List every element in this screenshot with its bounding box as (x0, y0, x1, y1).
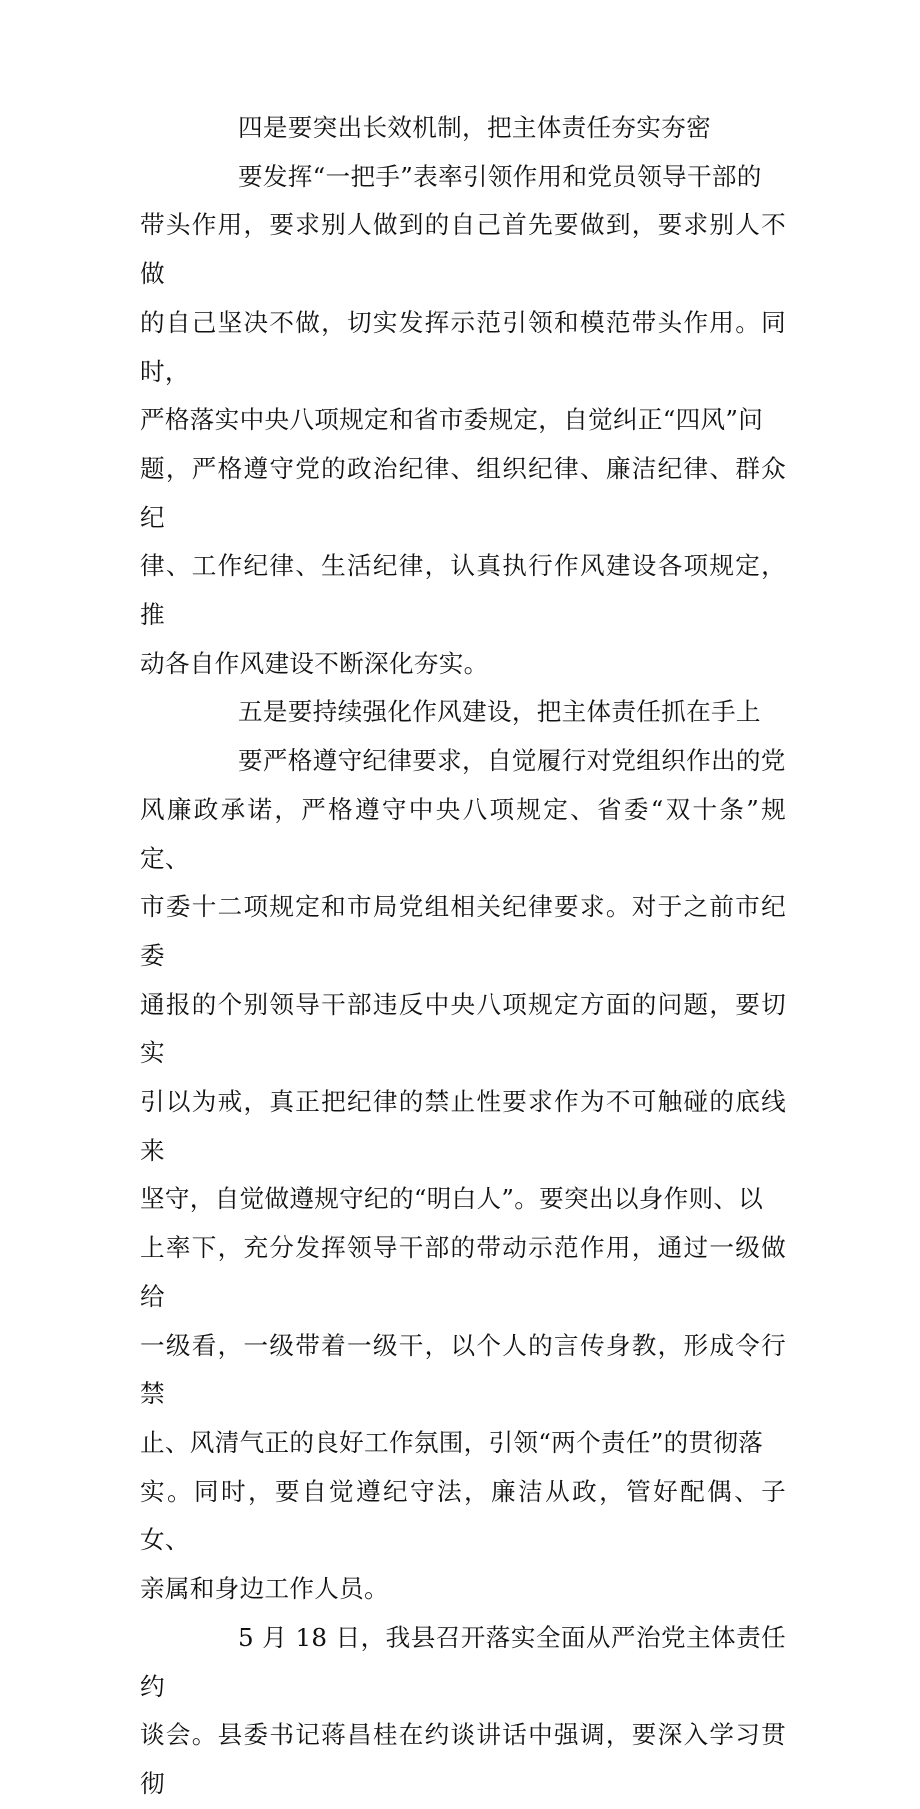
text-line: 要发挥“一把手”表率引领作用和党员领导干部的 (238, 161, 762, 191)
text-line: 止、风清气正的良好工作氛围，引领“两个责任”的贯彻落 (140, 1427, 764, 1457)
section-heading-4: 四是要突出长效机制，把主体责任夯实夯密 (238, 113, 711, 142)
text-line: 律、工作纪律、生活纪律，认真执行作风建设各项规定，推 (140, 551, 786, 630)
document-body (140, 104, 786, 1809)
text-line: 亲属和身边工作人员。 (140, 1574, 389, 1604)
text-line: 5 月 18 日，我县召开落实全面从严治党主体责任约 (140, 1622, 786, 1701)
paragraph-leadership-example (140, 153, 786, 689)
text-line: 的自己坚决不做，切实发挥示范引领和模范带头作用。同时， (140, 307, 786, 386)
text-line: 动各自作风建设不断深化夯实。 (140, 648, 489, 678)
text-line: 通报的个别领导干部违反中央八项规定方面的问题，要切实 (140, 989, 786, 1068)
section-heading-5: 五是要持续强化作风建设，把主体责任抓在手上 (238, 697, 761, 727)
text-line: 谈会。县委书记蒋昌桂在约谈讲话中强调，要深入学习贯彻 (140, 1720, 786, 1798)
text-line: 带头作用，要求别人做到的自己首先要做到，要求别人不做 (140, 210, 786, 289)
text-line: 上率下，充分发挥领导干部的带动示范作用，通过一级做给 (140, 1233, 786, 1311)
text-line: 一级看，一级带着一级干，以个人的言传身教，形成令行禁 (140, 1330, 786, 1409)
paragraph-discipline (140, 737, 786, 1614)
text-line: 风廉政承诺，严格遵守中央八项规定、省委“双十条”规定、 (140, 794, 786, 873)
text-line: 实。同时，要自觉遵纪守法，廉洁从政，管好配偶、子女、 (140, 1476, 786, 1555)
text-line: 坚守，自觉做遵规守纪的“明白人”。要突出以身作则、以 (140, 1184, 764, 1214)
text-line: 题，严格遵守党的政治纪律、组织纪律、廉洁纪律、群众纪 (140, 453, 786, 532)
text-line: 要严格遵守纪律要求，自觉履行对党组织作出的党 (238, 746, 786, 776)
text-line: 引以为戒，真正把纪律的禁止性要求作为不可触碰的底线来 (140, 1087, 786, 1165)
text-line: 市委十二项规定和市局党组相关纪律要求。对于之前市纪委 (140, 892, 786, 970)
text-line: 严格落实中央八项规定和省市委规定，自觉纠正“四风”问 (140, 405, 764, 435)
paragraph-meeting (140, 1614, 786, 1809)
